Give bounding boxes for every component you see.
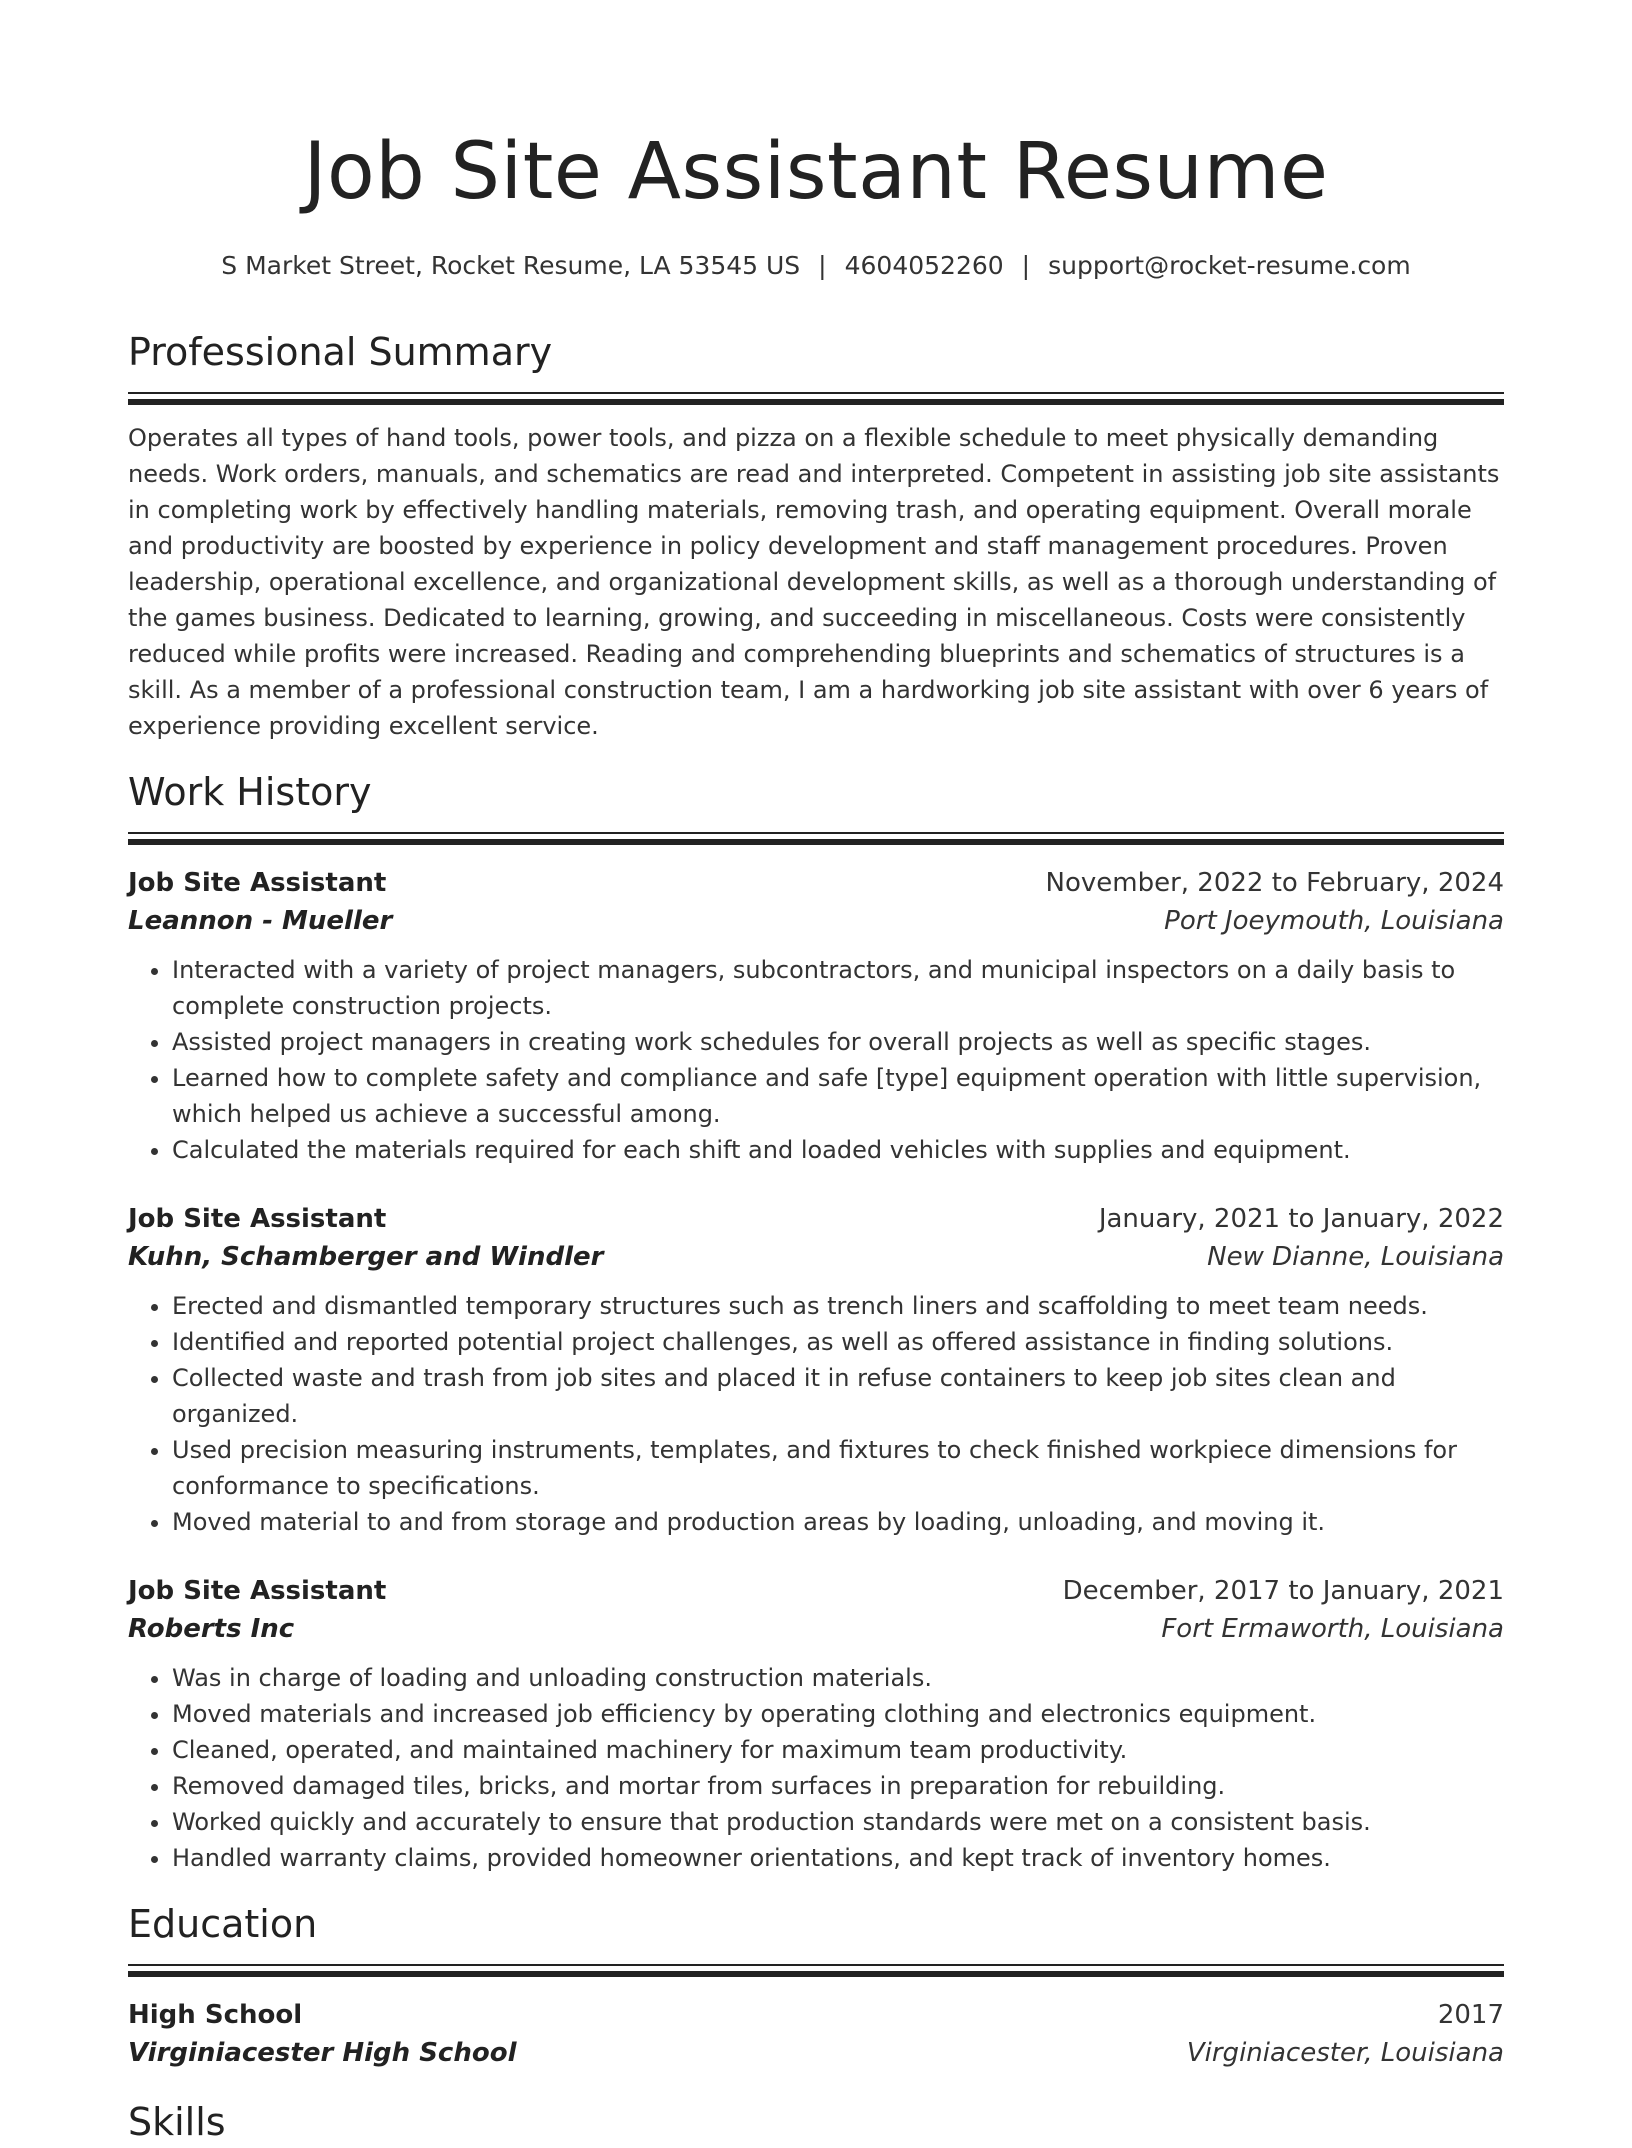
list-item: • Identified and reported potential project challenges, as well as offered assistance in finding solutions. [172, 1324, 1504, 1360]
section-heading-skills: Skills [128, 2100, 226, 2144]
job-dates: December, 2017 to January, 2021 [1062, 1576, 1504, 1606]
job-header-row [128, 864, 1504, 902]
list-item: • Removed damaged tiles, bricks, and mortar from surfaces in preparation for rebuilding. [172, 1768, 1504, 1804]
job-bullets [128, 1288, 1504, 1540]
job-title: Job Site Assistant [128, 1576, 387, 1606]
education-location: Virginiacester, Louisiana [1186, 2038, 1504, 2068]
section-heading-summary: Professional Summary [128, 330, 553, 374]
list-item: • Learned how to complete safety and compliance and safe [type] equipment operation with little supervision, which helped us achieve a successful among. [172, 1060, 1504, 1132]
contact-separator: | [818, 251, 827, 280]
job-company: Kuhn, Schamberger and Windler [128, 1242, 604, 1272]
list-item: • Used precision measuring instruments, templates, and fixtures to check finished workpiece dimensions for conformance to specifications. [172, 1432, 1504, 1504]
section-divider [128, 1964, 1504, 1978]
list-item: • Moved material to and from storage and production areas by loading, unloading, and moving it. [172, 1504, 1504, 1540]
job-entry [128, 864, 1504, 1168]
contact-phone: 4604052260 [844, 251, 1004, 280]
list-item: • Erected and dismantled temporary structures such as trench liners and scaffolding to meet team needs. [172, 1288, 1504, 1324]
job-company: Roberts Inc [128, 1614, 295, 1644]
education-entry [128, 1996, 1504, 2072]
section-divider [128, 392, 1504, 406]
list-item: • Collected waste and trash from job sites and placed it in refuse containers to keep job sites clean and organized. [172, 1360, 1504, 1432]
job-bullets [128, 952, 1504, 1168]
job-location: New Dianne, Louisiana [1207, 1242, 1504, 1272]
resume-title: Job Site Assistant Resume [303, 127, 1329, 217]
skills-section [128, 2096, 1504, 2148]
list-item: • Cleaned, operated, and maintained machinery for maximum team productivity. [172, 1732, 1504, 1768]
list-item: • Moved materials and increased job efficiency by operating clothing and electronics equipment. [172, 1696, 1504, 1732]
job-company-row [128, 1238, 1504, 1276]
section-heading-work: Work History [128, 770, 372, 814]
job-entry [128, 1200, 1504, 1540]
list-item: • Calculated the materials required for each shift and loaded vehicles with supplies and equipment. [172, 1132, 1504, 1168]
job-company-row [128, 1610, 1504, 1648]
education-degree: High School [128, 2000, 303, 2030]
job-location: Port Joeymouth, Louisiana [1164, 906, 1504, 936]
professional-summary-section [128, 326, 1504, 744]
contact-email: support@rocket-resume.com [1048, 251, 1411, 280]
job-header-row [128, 1572, 1504, 1610]
work-history-section [128, 766, 1504, 1876]
job-bullets [128, 1660, 1504, 1876]
contact-separator: | [1021, 251, 1031, 280]
section-heading-education: Education [128, 1902, 318, 1946]
education-year: 2017 [1437, 2000, 1504, 2030]
job-header-row [128, 1200, 1504, 1238]
education-header-row [128, 1996, 1504, 2034]
job-company: Leannon - Mueller [128, 906, 393, 936]
list-item: • Interacted with a variety of project managers, subcontractors, and municipal inspectors on a daily basis to complete construction projects. [172, 952, 1504, 1024]
list-item: • Was in charge of loading and unloading construction materials. [172, 1660, 1504, 1696]
summary-text: Operates all types of hand tools, power tools, and pizza on a flexible schedule to meet physically demanding needs. Work orders, manuals, and schematics are read and interpreted. Competent in assisting job site assistants in completing work by effectively handling materials, removing trash, and operating equipment. Overall morale and productivity are boosted by experience in policy development and staff management procedures. Proven leadership, operational excellence, and organizational development skills, as well as a thorough understanding of the games business. Dedicated to learning, growing, and succeeding in miscellaneous. Costs were consistently reduced while profits were increased. Reading and comprehending blueprints and schematics of structures is a skill. As a member of a professional construction team, I am a hardworking job site assistant with over 6 years of experience providing excellent service. [128, 424, 1500, 740]
job-dates: November, 2022 to February, 2024 [1045, 868, 1504, 898]
job-company-row [128, 902, 1504, 940]
section-divider [128, 832, 1504, 846]
list-item: • Assisted project managers in creating work schedules for overall projects as well as specific stages. [172, 1024, 1504, 1060]
education-section [128, 1898, 1504, 2072]
job-title: Job Site Assistant [128, 868, 387, 898]
contact-line [128, 246, 1504, 286]
list-item: • Handled warranty claims, provided homeowner orientations, and kept track of inventory homes. [172, 1840, 1504, 1876]
education-school-row [128, 2034, 1504, 2072]
job-dates: January, 2021 to January, 2022 [1098, 1204, 1504, 1234]
job-title: Job Site Assistant [128, 1204, 387, 1234]
education-school: Virginiacester High School [128, 2038, 517, 2068]
contact-address: S Market Street, Rocket Resume, LA 53545 US [221, 251, 801, 280]
job-entry [128, 1572, 1504, 1876]
job-location: Fort Ermaworth, Louisiana [1161, 1614, 1504, 1644]
list-item: • Worked quickly and accurately to ensure that production standards were met on a consistent basis. [172, 1804, 1504, 1840]
